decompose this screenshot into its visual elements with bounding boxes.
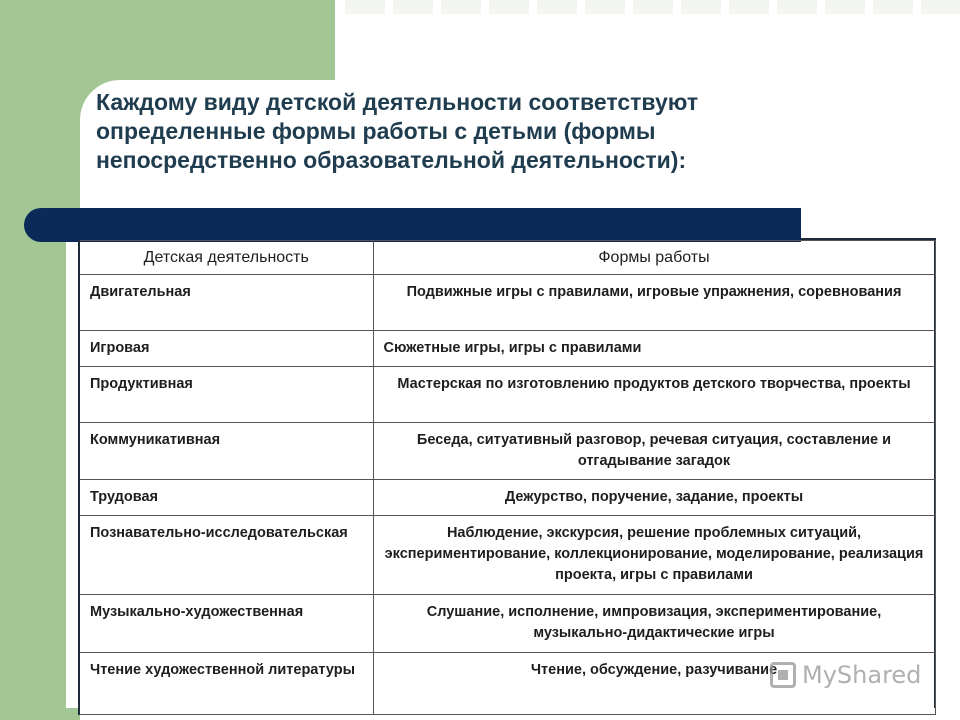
forms-cell: Беседа, ситуативный разговор, речевая ситуация, составление и отгадывание загадок bbox=[373, 423, 935, 480]
watermark-text: MyShared bbox=[802, 661, 922, 689]
table-row bbox=[79, 367, 935, 423]
header-activity: Детская деятельность bbox=[79, 241, 373, 275]
table-row bbox=[79, 480, 935, 516]
activity-cell: Чтение художественной литературы bbox=[79, 653, 373, 715]
slide-title: Каждому виду детской деятельности соответствуют определенные формы работы с детьми (формы непосредственно образовательной деятельности): bbox=[96, 89, 699, 173]
decorative-top-lines bbox=[345, 0, 960, 14]
table-row bbox=[79, 275, 935, 331]
table-row bbox=[79, 595, 935, 653]
table-row bbox=[79, 516, 935, 595]
activity-cell: Двигательная bbox=[79, 275, 373, 331]
forms-cell: Мастерская по изготовлению продуктов детского творчества, проекты bbox=[373, 367, 935, 423]
header-forms: Формы работы bbox=[373, 241, 935, 275]
table-row bbox=[79, 331, 935, 367]
activity-cell: Музыкально-художественная bbox=[79, 595, 373, 653]
table-row bbox=[79, 423, 935, 480]
myshared-logo-icon bbox=[770, 662, 796, 688]
table-header-row bbox=[79, 241, 935, 275]
activity-cell: Познавательно-исследовательская bbox=[79, 516, 373, 595]
activity-forms-table bbox=[78, 240, 936, 715]
forms-cell: Чтение, обсуждение, разучивание bbox=[373, 653, 935, 715]
activity-cell: Игровая bbox=[79, 331, 373, 367]
navy-accent-bar bbox=[24, 208, 801, 242]
activity-cell: Трудовая bbox=[79, 480, 373, 516]
forms-cell: Подвижные игры с правилами, игровые упражнения, соревнования bbox=[373, 275, 935, 331]
forms-cell: Сюжетные игры, игры с правилами bbox=[373, 331, 935, 367]
forms-cell: Наблюдение, экскурсия, решение проблемных ситуаций, экспериментирование, коллекционирование, моделирование, реализация проекта, игры с правилами bbox=[373, 516, 935, 595]
activity-cell: Продуктивная bbox=[79, 367, 373, 423]
forms-cell: Слушание, исполнение, импровизация, экспериментирование, музыкально-дидактические игры bbox=[373, 595, 935, 653]
activity-cell: Коммуникативная bbox=[79, 423, 373, 480]
forms-cell: Дежурство, поручение, задание, проекты bbox=[373, 480, 935, 516]
myshared-watermark bbox=[770, 658, 921, 692]
